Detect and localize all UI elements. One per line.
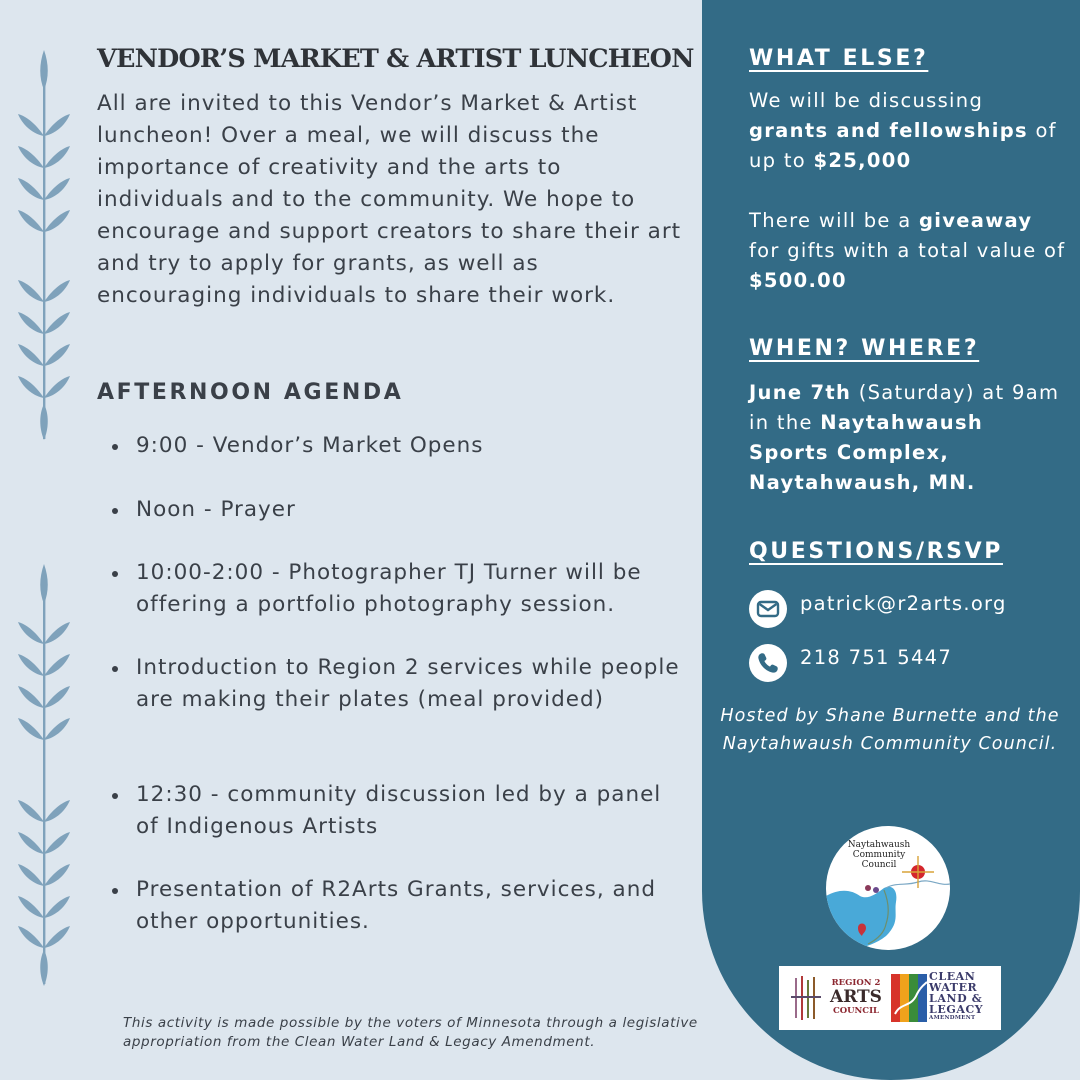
r2-council-text: COUNCIL [832, 1006, 880, 1016]
bullet-icon [112, 508, 118, 514]
event-date: June 7th [749, 381, 852, 404]
agenda-item [110, 874, 690, 938]
giveaway-highlight: giveaway [918, 209, 1033, 232]
giveaway-info [749, 206, 1069, 296]
leaf-branch-bottom-icon [14, 560, 74, 990]
cw-line5: AMENDMENT [929, 1015, 976, 1021]
grants-text-2: of up to [749, 119, 1057, 172]
agenda-item-text: Introduction to Region 2 services while people are making their plates (meal provided) [136, 655, 680, 712]
when-where-info [749, 378, 1069, 498]
agenda-item-text: Noon - Prayer [136, 497, 296, 522]
giveaway-text: There will be a [749, 209, 912, 232]
bullet-icon [112, 888, 118, 894]
agenda-item [110, 652, 690, 716]
hosted-by: Hosted by Shane Burnette and the Naytahwaush Community Council. [720, 706, 1060, 754]
event-title: VENDOR’S MARKET & ARTIST LUNCHEON [97, 44, 694, 74]
event-location: Naytahwaush Sports Complex, Naytahwaush, MN. [749, 411, 984, 494]
agenda-item-text: Presentation of R2Arts Grants, services, and other opportunities. [136, 877, 656, 934]
bullet-icon [112, 444, 118, 450]
agenda-item-text: 10:00-2:00 - Photographer TJ Turner will be offering a portfolio photography session. [136, 560, 642, 617]
clean-water-logo [929, 971, 999, 1022]
cw-line3: LAND & [929, 992, 983, 1005]
r2-arts-text: ARTS [830, 987, 882, 1007]
what-else-heading: WHAT ELSE? [749, 46, 929, 71]
info-panel [702, 0, 1080, 1080]
envelope-icon [749, 590, 787, 628]
agenda-item-text: 9:00 - Vendor’s Market Opens [136, 433, 484, 458]
questions-heading: QUESTIONS/RSVP [749, 539, 1003, 564]
giveaway-amount: $500.00 [749, 269, 847, 292]
grants-highlight: grants and fellowships [749, 119, 1028, 142]
cw-line4: LEGACY [929, 1003, 984, 1016]
agenda-item-text: 12:30 - community discussion led by a panel of Indigenous Artists [136, 782, 662, 839]
agenda-item [110, 557, 690, 621]
phone-number[interactable]: 218 751 5447 [800, 646, 953, 669]
sponsor-logos [779, 966, 1001, 1030]
phone-contact[interactable] [749, 644, 1069, 684]
grants-info [749, 86, 1069, 176]
r2-region-text: REGION 2 [831, 978, 881, 988]
clean-water-logo-icon [891, 974, 927, 1022]
region2-arts-logo-icon [789, 974, 825, 1022]
community-council-logo [826, 826, 950, 950]
cw-line2: WATER [929, 981, 978, 994]
agenda-item [110, 779, 690, 843]
region2-arts-logo [825, 978, 887, 1016]
agenda-heading: AFTERNOON AGENDA [97, 380, 404, 405]
funding-note: This activity is made possible by the voters of Minnesota through a legislative appropriation from the Clean Water Land & Legacy Amendment. [123, 1015, 698, 1050]
giveaway-text-2: for gifts with a total value of [749, 239, 1066, 262]
email-contact[interactable] [749, 590, 1069, 630]
intro-paragraph: All are invited to this Vendor’s Market & Artist luncheon! Over a meal, we will discuss the importance of creativity and the arts to individuals and to the community. We hope to encourage and support creators to share their art and try to apply for grants, as well as encouraging individuals to share their work. [97, 91, 682, 308]
bullet-icon [112, 571, 118, 577]
bullet-icon [112, 793, 118, 799]
leaf-branch-top-icon [14, 44, 74, 444]
community-council-logo-text: Naytahwaush Community Council [847, 840, 911, 870]
grants-text: We will be discussing [749, 89, 984, 112]
event-time: (Saturday) at 9am in the [749, 381, 1060, 434]
when-where-heading: WHEN? WHERE? [749, 336, 980, 361]
agenda-item [110, 430, 690, 462]
agenda-item [110, 494, 690, 526]
phone-icon [749, 644, 787, 682]
bullet-icon [112, 666, 118, 672]
grants-amount: $25,000 [813, 149, 912, 172]
cw-line1: CLEAN [929, 970, 976, 983]
email-address[interactable]: patrick@r2arts.org [800, 592, 1007, 615]
